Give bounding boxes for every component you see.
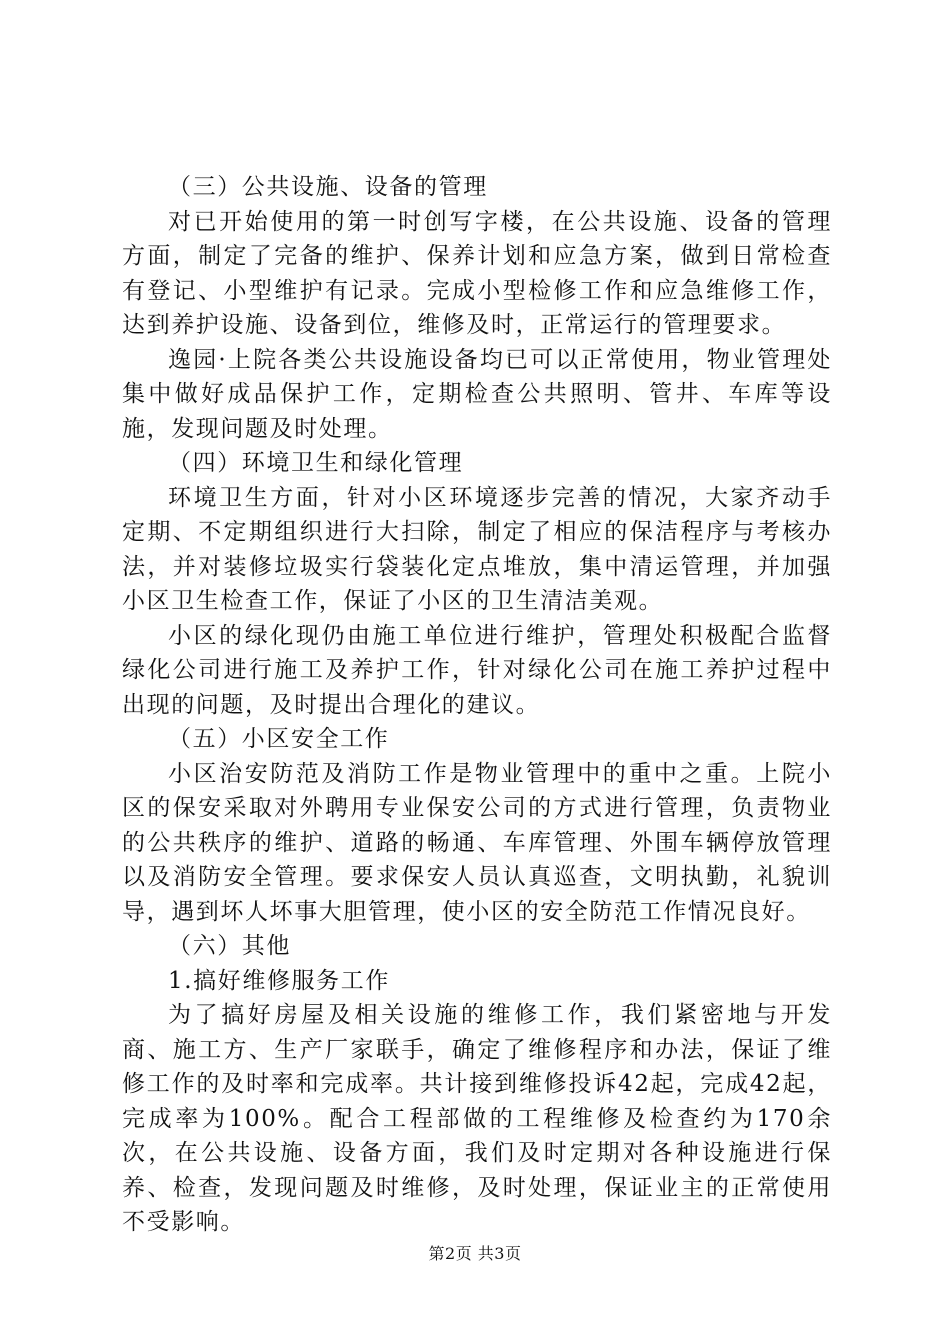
paragraph-yiyuan-facilities: 逸园·上院各类公共设施设备均已可以正常使用，物业管理处集中做好成品保护工作，定期检查公共照明、管井、车库等设施，发现问题及时处理。 <box>122 346 832 442</box>
section-heading-environment-greening: （四）环境卫生和绿化管理 <box>168 450 464 476</box>
subheading-repair-service: 1.搞好维修服务工作 <box>168 967 390 994</box>
paragraph-security-fire-prevention: 小区治安防范及消防工作是物业管理中的重中之重。上院小区的保安采取对外聘用专业保安公司的方式进行管理，负责物业的公共秩序的维护、道路的畅通、车库管理、外围车辆停放管理以及消防安全管理。要求保安人员认真巡查，文明执勤，礼貌训导，遇到坏人坏事大胆管理，使小区的安全防范工作情况良好。 <box>122 760 832 925</box>
paragraph-office-building-maintenance: 对已开始使用的第一时创写字楼，在公共设施、设备的管理方面，制定了完备的维护、保养计划和应急方案，做到日常检查有登记、小型维护有记录。完成小型检修工作和应急维修工作，达到养护设施、设备到位，维修及时，正常运行的管理要求。 <box>122 208 832 338</box>
paragraph-greening-maintenance: 小区的绿化现仍由施工单位进行维护，管理处积极配合监督绿化公司进行施工及养护工作，针对绿化公司在施工养护过程中出现的问题，及时提出合理化的建议。 <box>122 622 832 718</box>
section-heading-community-safety: （五）小区安全工作 <box>168 726 390 752</box>
paragraph-repair-statistics: 为了搞好房屋及相关设施的维修工作，我们紧密地与开发商、施工方、生产厂家联手，确定了维修程序和办法，保证了维修工作的及时率和完成率。共计接到维修投诉42起，完成42起，完成率为100%。配合工程部做的工程维修及检查约为170余次，在公共设施、设备方面，我们及时定期对各种设施进行保养、检查，发现问题及时维修，及时处理，保证业主的正常使用不受影响。 <box>122 1002 832 1235</box>
section-heading-other: （六）其他 <box>168 933 291 959</box>
page-footer: 第2页 共3页 <box>428 1244 522 1263</box>
section-heading-public-facilities: （三）公共设施、设备的管理 <box>168 174 488 200</box>
paragraph-environmental-sanitation: 环境卫生方面，针对小区环境逐步完善的情况，大家齐动手定期、不定期组织进行大扫除，制定了相应的保洁程序与考核办法，并对装修垃圾实行袋装化定点堆放，集中清运管理，并加强小区卫生检查工作，保证了小区的卫生清洁美观。 <box>122 484 832 614</box>
document-body <box>122 170 832 1240</box>
